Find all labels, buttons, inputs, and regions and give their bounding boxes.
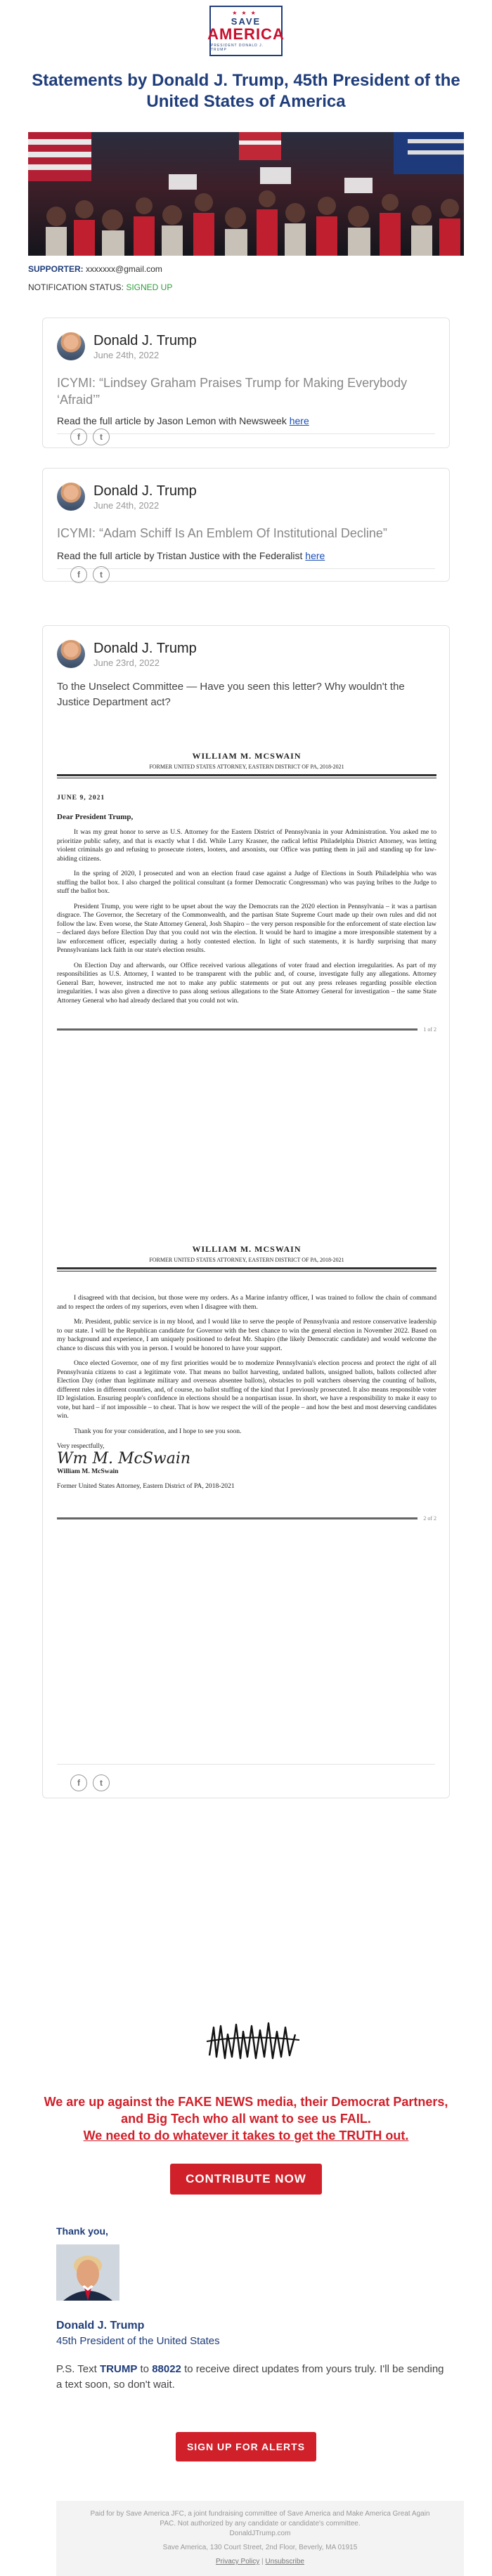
ps-mid: to bbox=[137, 2363, 153, 2375]
twitter-icon[interactable]: t bbox=[93, 429, 110, 445]
letter-paragraph: It was my great honor to serve as U.S. Attorney for the Eastern District of Pennsylvania in your Administration. You asked me to prioritize public safety, and that is exactly what I did. While Larry Krasner, the radical leftist Philadelphia District Attorney, was letting violent criminals go and refusing to prosecute rioters, looters, and arsonists, our Office was putting them in jail and standing up for law-abiding citizens. bbox=[57, 828, 436, 863]
sign-up-alerts-button[interactable]: SIGN UP FOR ALERTS bbox=[176, 2432, 316, 2461]
letter-sign-name: William M. McSwain bbox=[57, 1467, 119, 1475]
post-date: June 23rd, 2022 bbox=[93, 657, 160, 668]
letter-subtitle: FORMER UNITED STATES ATTORNEY, EASTERN DISTRICT OF PA, 2018-2021 bbox=[149, 764, 344, 770]
footer bbox=[56, 2501, 464, 2576]
letter-paragraph: On Election Day and afterwards, our Office received various allegations of voter fraud and election irregularities. As part of my responsibilities as U.S. Attorney, I wanted to be transparent with the public and, of course, investigate fully any allegations. Attorney General Barr, however, instructed me not to make any public statements or put out any press releases regarding possible election irregularities. I was also given a directive to pass along serious allegations to the State Attorney General for investigation – the same State Attorney General who had already declared that you could not win. bbox=[57, 961, 436, 1005]
trump-signature bbox=[204, 2006, 302, 2070]
letter-author: WILLIAM M. MCSWAIN bbox=[192, 1244, 302, 1254]
social-share bbox=[70, 1774, 110, 1791]
page-number: 1 of 2 bbox=[423, 1026, 436, 1033]
letter-paragraph: I disagreed with that decision, but those were my orders. As a Marine infantry officer, I was trained to follow the chain of command and to respect the orders of my superiors, even when I disagree with them. bbox=[57, 1294, 436, 1311]
post-header bbox=[57, 483, 197, 511]
footer-links bbox=[56, 2557, 464, 2567]
save-america-logo[interactable] bbox=[209, 6, 283, 56]
post-date: June 24th, 2022 bbox=[93, 349, 160, 360]
alert-line2[interactable]: We need to do whatever it takes to get the TRUTH out. bbox=[83, 2129, 409, 2143]
avatar bbox=[57, 483, 85, 511]
page-title: Statements by Donald J. Trump, 45th President of the United States of America bbox=[32, 71, 460, 111]
footer-separator: | bbox=[259, 2558, 266, 2565]
post-card-2 bbox=[42, 468, 450, 582]
status-label: NOTIFICATION STATUS: bbox=[28, 282, 124, 292]
footer-paid-by: Paid for by Save America JFC, a joint fundraising committee of Save America and Make America Great Again PAC. Not authorized by any candidate or candidate's committee. bbox=[90, 2510, 430, 2528]
facebook-icon[interactable]: f bbox=[70, 1774, 87, 1791]
privacy-policy-link[interactable]: Privacy Policy bbox=[216, 2558, 260, 2565]
ps-number: 88022 bbox=[152, 2363, 181, 2375]
logo-line1: SAVE bbox=[231, 15, 261, 27]
post-body-text: Read the full article by Jason Lemon with Newsweek bbox=[57, 415, 290, 426]
post-header bbox=[57, 332, 197, 360]
article-link[interactable]: here bbox=[305, 550, 325, 561]
footer-site: DonaldJTrump.com bbox=[229, 2530, 291, 2537]
letter-closing: Very respectfully, bbox=[57, 1442, 105, 1450]
status-badge: SIGNED UP bbox=[126, 282, 173, 292]
post-body bbox=[57, 414, 435, 428]
letter-paragraph: Mr. President, public service is in my blood, and I would like to serve the people of Pennsylvania and restore conservative leadership to our state. I will be the Republican candidate for Governor with the best chance to win the general election in November 2022. Based on my background and experience, I am uniquely positioned to defeat Mr. Shapiro (the likely Democratic candidate) and would welcome the chance to discuss this with you in person. I would be honored to have your support. bbox=[57, 1318, 436, 1352]
ps-text bbox=[56, 2362, 450, 2393]
avatar bbox=[57, 332, 85, 360]
post-headline: ICYMI: “Lindsey Graham Praises Trump for Making Everybody ‘Afraid’” bbox=[57, 376, 408, 407]
social-share bbox=[70, 429, 110, 445]
letter-paragraph: In the spring of 2020, I prosecuted and won an election fraud case against a Judge of Elections in South Philadelphia who was stuffing the ballot box. I also charged the political consultant (a former Democratic Congressman) who was paying bribes to the Judge to stuff the ballot box. bbox=[57, 870, 436, 895]
page-number: 2 of 2 bbox=[423, 1515, 436, 1522]
article-link[interactable]: here bbox=[289, 415, 309, 426]
post-body-text: Read the full article by Tristan Justice with the Federalist bbox=[57, 550, 306, 561]
contribute-button[interactable]: CONTRIBUTE NOW bbox=[170, 2164, 322, 2195]
ps-pre: P.S. Text bbox=[56, 2363, 100, 2375]
post-body: To the Unselect Committee — Have you seen this letter? Why wouldn't the Justice Department act? bbox=[57, 681, 405, 708]
facebook-icon[interactable]: f bbox=[70, 429, 87, 445]
letter-salutation: Dear President Trump, bbox=[57, 813, 134, 821]
letter-author: WILLIAM M. MCSWAIN bbox=[192, 751, 302, 761]
trump-photo bbox=[56, 2244, 119, 2301]
letter-page-2 bbox=[57, 1244, 436, 1522]
footer-address: Save America, 130 Court Street, 2nd Floor, Beverly, MA 01915 bbox=[162, 2544, 358, 2551]
post-card-3 bbox=[42, 625, 450, 1798]
alert-line1: We are up against the FAKE NEWS media, their Democrat Partners, and Big Tech who all want to see us FAIL. bbox=[44, 2095, 448, 2126]
letter-paragraph: Thank you for your consideration, and I hope to see you soon. bbox=[74, 1427, 242, 1435]
avatar bbox=[57, 640, 85, 668]
letter-subtitle: FORMER UNITED STATES ATTORNEY, EASTERN DISTRICT OF PA, 2018-2021 bbox=[149, 1257, 344, 1263]
twitter-icon[interactable]: t bbox=[93, 1774, 110, 1791]
supporter-label: SUPPORTER: bbox=[28, 264, 84, 274]
post-author: Donald J. Trump bbox=[93, 483, 197, 499]
supporter-line bbox=[28, 264, 162, 274]
letter-date: JUNE 9, 2021 bbox=[57, 794, 105, 802]
divider bbox=[57, 433, 435, 434]
unsubscribe-link[interactable]: Unsubscribe bbox=[265, 2558, 304, 2565]
divider bbox=[57, 1764, 435, 1765]
letterhead bbox=[57, 751, 436, 778]
post-author: Donald J. Trump bbox=[93, 332, 197, 348]
letter-sign-title: Former United States Attorney, Eastern District of PA, 2018-2021 bbox=[57, 1482, 235, 1490]
logo-stars: ★★★ bbox=[232, 10, 260, 16]
thanks-text: Thank you, bbox=[56, 2225, 108, 2237]
letter-page-1 bbox=[57, 751, 436, 1033]
social-share bbox=[70, 566, 110, 583]
signoff-title: 45th President of the United States bbox=[56, 2335, 220, 2347]
divider bbox=[57, 568, 435, 569]
letter-signature: Wm M. McSwain bbox=[57, 1450, 191, 1467]
signoff-name: Donald J. Trump bbox=[56, 2320, 145, 2332]
twitter-icon[interactable]: t bbox=[93, 566, 110, 583]
letter-paragraph: President Trump, you were right to be upset about the way the Democrats ran the 2020 election in Pennsylvania – it was a partisan disgrace. The Governor, the Secretary of the Commonwealth, and the partisan State Supreme Court made up their own rules and did not follow the law. Even worse, the State Attorney General, Josh Shapiro – the very person responsible for the enforcement of state election law – declared days before Election Day that you could not win the election. It would be hard to imagine a more irresponsible statement by a law enforcement officer, especially during a hotly contested election. In light of such statements, it is hardly surprising that many Pennsylvanians lack faith in our state's election results. bbox=[57, 902, 436, 954]
logo-line2: AMERICA bbox=[207, 25, 285, 43]
logo-line3: PRESIDENT DONALD J. TRUMP bbox=[211, 43, 264, 52]
fundraising-alert bbox=[42, 2093, 450, 2144]
facebook-icon[interactable]: f bbox=[70, 566, 87, 583]
post-header bbox=[57, 640, 197, 668]
post-headline: ICYMI: “Adam Schiff Is An Emblem Of Institutional Decline” bbox=[57, 526, 387, 540]
post-author: Donald J. Trump bbox=[93, 640, 197, 656]
notification-status-line bbox=[28, 282, 172, 292]
ps-post: to receive direct updates from yours truly. I'll be sending a text soon, so don't wait. bbox=[56, 2363, 444, 2391]
supporter-email: xxxxxxx@gmail.com bbox=[86, 264, 162, 274]
post-date: June 24th, 2022 bbox=[93, 499, 160, 511]
rally-hero-image bbox=[28, 132, 464, 256]
ps-keyword: TRUMP bbox=[100, 2363, 138, 2375]
letter-paragraph: Once elected Governor, one of my first priorities would be to modernize Pennsylvania's election process and protect the right of all Pennsylvania citizens to cast a legitimate vote. That means no ballot harvesting, undated ballots, unsigned ballots, ballots collected after Election Day (other than legitimate military and overseas absentee ballots), obstacles to poll watchers observing the counting of ballots, different rules in different counties, and, of course, no ballot stuffing of the kind that I previously prosecuted. It also means responsible voter ID legislation. Ensuring people's confidence in elections should be a nonpartisan issue. In short, we have a responsibility to make it easy to vote, but hard – if not impossible – to cheat. That is how we respect the will of the people – and how the best and most deserving candidates win. bbox=[57, 1359, 436, 1420]
post-body bbox=[57, 549, 435, 563]
letterhead bbox=[57, 1244, 436, 1271]
